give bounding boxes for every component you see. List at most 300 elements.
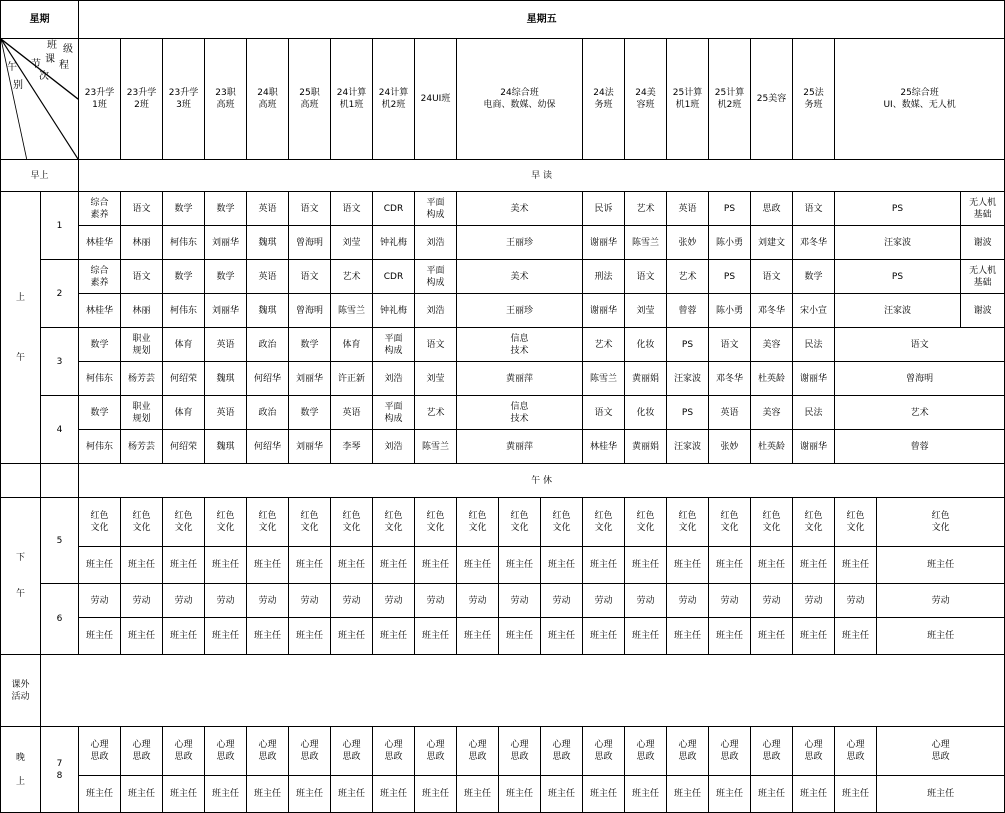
class-header: 24计算 机2班	[373, 39, 415, 160]
subject-cell: 劳动	[247, 584, 289, 618]
class-header: 25综合班 UI、数媒、无人机	[835, 39, 1005, 160]
teacher-cell: 谢波	[961, 226, 1005, 260]
period-4-teacher-row	[1, 430, 1005, 464]
teacher-cell: 班主任	[625, 547, 667, 584]
subject-cell: 劳动	[457, 584, 499, 618]
subject-cell: 职业 规划	[121, 328, 163, 362]
teacher-cell: 班主任	[289, 776, 331, 813]
teacher-cell: 黄丽娟	[625, 430, 667, 464]
teacher-cell: 曾蓉	[667, 294, 709, 328]
teacher-cell: 柯伟东	[163, 294, 205, 328]
teacher-cell: 刘浩	[415, 294, 457, 328]
subject-cell: 劳动	[499, 584, 541, 618]
teacher-cell: 杜英龄	[751, 430, 793, 464]
period-5-subject-row	[1, 498, 1005, 547]
teacher-cell: 谢波	[961, 294, 1005, 328]
subject-cell: 心理 思政	[247, 727, 289, 776]
subject-cell: 劳动	[205, 584, 247, 618]
teacher-cell: 班主任	[877, 547, 1005, 584]
teacher-cell: 班主任	[541, 618, 583, 655]
teacher-cell: 班主任	[79, 547, 121, 584]
subject-cell: 英语	[667, 192, 709, 226]
teacher-cell: 班主任	[79, 776, 121, 813]
period-3-teacher-row	[1, 362, 1005, 396]
teacher-cell: 班主任	[877, 618, 1005, 655]
teacher-cell: 黄丽萍	[457, 362, 583, 396]
teacher-cell: 杨芳芸	[121, 362, 163, 396]
teacher-cell: 刘浩	[373, 430, 415, 464]
subject-cell: 红色 文化	[877, 498, 1005, 547]
teacher-cell: 班主任	[667, 618, 709, 655]
subject-cell: 红色 文化	[793, 498, 835, 547]
subject-cell: 劳动	[709, 584, 751, 618]
teacher-cell: 李琴	[331, 430, 373, 464]
subject-cell: PS	[835, 192, 961, 226]
teacher-cell: 班主任	[331, 618, 373, 655]
subject-cell: 美容	[751, 396, 793, 430]
subject-cell: 体育	[163, 328, 205, 362]
subject-cell: 心理 思政	[205, 727, 247, 776]
eve-label-1: 晚	[15, 752, 25, 763]
teacher-cell: 陈小勇	[709, 294, 751, 328]
teacher-cell: 班主任	[205, 776, 247, 813]
period-number: 6	[41, 584, 79, 655]
subject-cell: 艺术	[835, 396, 1005, 430]
period-number: 3	[41, 328, 79, 396]
teacher-cell: 班主任	[667, 547, 709, 584]
subject-cell: 劳动	[625, 584, 667, 618]
teacher-cell: 钟礼梅	[373, 294, 415, 328]
teacher-cell: 钟礼梅	[373, 226, 415, 260]
corner-ke: 课	[45, 54, 55, 65]
noon-empty-cell	[41, 464, 79, 498]
class-header: 25法 务班	[793, 39, 835, 160]
subject-cell: 语文	[289, 192, 331, 226]
subject-cell: 政治	[247, 396, 289, 430]
subject-cell: 红色 文化	[373, 498, 415, 547]
period-6-teacher-row	[1, 618, 1005, 655]
teacher-cell: 柯伟东	[79, 362, 121, 396]
teacher-cell: 谢丽华	[793, 430, 835, 464]
subject-cell: 红色 文化	[709, 498, 751, 547]
subject-cell: 劳动	[667, 584, 709, 618]
subject-cell: 平面 构成	[415, 192, 457, 226]
subject-cell: 红色 文化	[499, 498, 541, 547]
period-4-subject-row	[1, 396, 1005, 430]
teacher-cell: 班主任	[373, 776, 415, 813]
teacher-cell: 班主任	[541, 776, 583, 813]
teacher-cell: 谢丽华	[583, 226, 625, 260]
teacher-cell: 班主任	[457, 776, 499, 813]
subject-cell: 语文	[751, 260, 793, 294]
period-6-subject-row	[1, 584, 1005, 618]
teacher-cell: 刘丽华	[205, 226, 247, 260]
teacher-cell: 曾海明	[289, 226, 331, 260]
corner-ban: 班	[47, 40, 57, 51]
teacher-cell: 班主任	[457, 547, 499, 584]
teacher-cell: 谢丽华	[793, 362, 835, 396]
subject-cell: 红色 文化	[415, 498, 457, 547]
teacher-cell: 王丽珍	[457, 226, 583, 260]
teacher-cell: 邓冬华	[751, 294, 793, 328]
subject-cell: 红色 文化	[625, 498, 667, 547]
period-number: 2	[41, 260, 79, 328]
subject-cell: 美术	[457, 260, 583, 294]
teacher-cell: 刘丽华	[289, 430, 331, 464]
subject-cell: CDR	[373, 192, 415, 226]
subject-cell: 数学	[163, 260, 205, 294]
corner-ji: 级	[63, 44, 73, 55]
teacher-cell: 班主任	[499, 776, 541, 813]
subject-cell: 数学	[205, 260, 247, 294]
subject-cell: 艺术	[331, 260, 373, 294]
teacher-cell: 刘丽华	[205, 294, 247, 328]
teacher-cell: 谢丽华	[583, 294, 625, 328]
class-header: 25计算 机2班	[709, 39, 751, 160]
subject-cell: 心理 思政	[751, 727, 793, 776]
subject-cell: 英语	[205, 396, 247, 430]
subject-cell: 红色 文化	[331, 498, 373, 547]
subject-cell: 美容	[751, 328, 793, 362]
period-78-teacher-row	[1, 776, 1005, 813]
teacher-cell: 刘丽华	[289, 362, 331, 396]
subject-cell: 语文	[583, 396, 625, 430]
teacher-cell: 班主任	[499, 547, 541, 584]
teacher-cell: 班主任	[541, 547, 583, 584]
class-header: 25职 高班	[289, 39, 331, 160]
pm-label	[1, 498, 41, 655]
class-header: 23升学 3班	[163, 39, 205, 160]
subject-cell: 劳动	[79, 584, 121, 618]
subject-cell: 心理 思政	[667, 727, 709, 776]
subject-cell: 红色 文化	[163, 498, 205, 547]
class-header: 24职 高班	[247, 39, 289, 160]
teacher-cell: 班主任	[709, 547, 751, 584]
teacher-cell: 班主任	[583, 618, 625, 655]
teacher-cell: 班主任	[247, 776, 289, 813]
period-2-teacher-row	[1, 294, 1005, 328]
subject-cell: 心理 思政	[499, 727, 541, 776]
teacher-cell: 班主任	[793, 776, 835, 813]
teacher-cell: 刘莹	[331, 226, 373, 260]
teacher-cell: 班主任	[835, 776, 877, 813]
teacher-cell: 陈雪兰	[583, 362, 625, 396]
teacher-cell: 班主任	[373, 547, 415, 584]
teacher-cell: 班主任	[793, 547, 835, 584]
subject-cell: 美术	[457, 192, 583, 226]
subject-cell: 红色 文化	[457, 498, 499, 547]
period-number: 7 8	[41, 727, 79, 813]
subject-cell: 语文	[625, 260, 667, 294]
subject-cell: 数学	[205, 192, 247, 226]
teacher-cell: 刘建文	[751, 226, 793, 260]
subject-cell: 无人机 基础	[961, 260, 1005, 294]
subject-cell: 红色 文化	[121, 498, 163, 547]
teacher-cell: 班主任	[751, 618, 793, 655]
teacher-cell: 班主任	[415, 776, 457, 813]
subject-cell: 语文	[331, 192, 373, 226]
teacher-cell: 班主任	[163, 547, 205, 584]
teacher-cell: 邓冬华	[709, 362, 751, 396]
subject-cell: PS	[835, 260, 961, 294]
am-label-1: 上	[15, 292, 25, 303]
subject-cell: 数学	[79, 396, 121, 430]
teacher-cell: 刘莹	[625, 294, 667, 328]
teacher-cell: 曾蓉	[835, 430, 1005, 464]
teacher-cell: 班主任	[121, 618, 163, 655]
subject-cell: 心理 思政	[415, 727, 457, 776]
subject-cell: 心理 思政	[835, 727, 877, 776]
teacher-cell: 班主任	[373, 618, 415, 655]
teacher-cell: 班主任	[205, 618, 247, 655]
teacher-cell: 许正新	[331, 362, 373, 396]
subject-cell: 红色 文化	[751, 498, 793, 547]
teacher-cell: 班主任	[331, 776, 373, 813]
subject-cell: 政治	[247, 328, 289, 362]
subject-cell: 心理 思政	[457, 727, 499, 776]
teacher-cell: 何绍华	[247, 362, 289, 396]
subject-cell: PS	[709, 260, 751, 294]
subject-cell: 红色 文化	[79, 498, 121, 547]
subject-cell: 语文	[121, 260, 163, 294]
subject-cell: 英语	[709, 396, 751, 430]
morning-activity: 早 读	[79, 160, 1005, 192]
subject-cell: 心理 思政	[373, 727, 415, 776]
period-number: 5	[41, 498, 79, 584]
teacher-cell: 刘浩	[373, 362, 415, 396]
teacher-cell: 魏琪	[247, 294, 289, 328]
subject-cell: 语文	[289, 260, 331, 294]
subject-cell: 艺术	[625, 192, 667, 226]
teacher-cell: 陈雪兰	[415, 430, 457, 464]
class-header: 23职 高班	[205, 39, 247, 160]
subject-cell: 语文	[793, 192, 835, 226]
subject-cell: 劳动	[331, 584, 373, 618]
extra-activity-empty	[41, 655, 1005, 727]
period-5-teacher-row	[1, 547, 1005, 584]
teacher-cell: 班主任	[415, 618, 457, 655]
subject-cell: 红色 文化	[289, 498, 331, 547]
teacher-cell: 班主任	[667, 776, 709, 813]
subject-cell: 职业 规划	[121, 396, 163, 430]
teacher-cell: 刘浩	[415, 226, 457, 260]
extra-activity-label: 课外 活动	[1, 655, 41, 727]
subject-cell: 心理 思政	[121, 727, 163, 776]
subject-cell: PS	[709, 192, 751, 226]
teacher-cell: 陈雪兰	[625, 226, 667, 260]
teacher-cell: 班主任	[835, 618, 877, 655]
subject-cell: 化妆	[625, 396, 667, 430]
subject-cell: 体育	[331, 328, 373, 362]
subject-cell: 艺术	[667, 260, 709, 294]
teacher-cell: 魏琪	[205, 362, 247, 396]
corner-wu: 午	[7, 62, 17, 73]
class-header-row	[1, 39, 1005, 160]
subject-cell: 数学	[79, 328, 121, 362]
teacher-cell: 班主任	[793, 618, 835, 655]
subject-cell: 语文	[121, 192, 163, 226]
teacher-cell: 汪家波	[667, 430, 709, 464]
subject-cell: 心理 思政	[625, 727, 667, 776]
subject-cell: 语文	[415, 328, 457, 362]
subject-cell: 劳动	[415, 584, 457, 618]
subject-cell: 民诉	[583, 192, 625, 226]
teacher-cell: 张妙	[709, 430, 751, 464]
teacher-cell: 班主任	[289, 618, 331, 655]
subject-cell: 数学	[289, 396, 331, 430]
teacher-cell: 陈小勇	[709, 226, 751, 260]
subject-cell: 心理 思政	[331, 727, 373, 776]
am-label	[1, 192, 41, 464]
teacher-cell: 林桂华	[79, 226, 121, 260]
subject-cell: 心理 思政	[709, 727, 751, 776]
teacher-cell: 班主任	[583, 547, 625, 584]
subject-cell: 红色 文化	[583, 498, 625, 547]
class-header: 24美 容班	[625, 39, 667, 160]
teacher-cell: 曾海明	[835, 362, 1005, 396]
subject-cell: 艺术	[415, 396, 457, 430]
teacher-cell: 曾海明	[289, 294, 331, 328]
subject-cell: 艺术	[583, 328, 625, 362]
teacher-cell: 班主任	[457, 618, 499, 655]
teacher-cell: 班主任	[625, 618, 667, 655]
corner-ci: 次	[39, 71, 49, 82]
subject-cell: 化妆	[625, 328, 667, 362]
teacher-cell: 汪家波	[667, 362, 709, 396]
subject-cell: 综合 素养	[79, 192, 121, 226]
teacher-cell: 班主任	[415, 547, 457, 584]
corner-cheng: 程	[59, 60, 69, 71]
class-header: 24综合班 电商、数媒、幼保	[457, 39, 583, 160]
teacher-cell: 班主任	[163, 618, 205, 655]
teacher-cell: 何绍华	[247, 430, 289, 464]
subject-cell: 体育	[163, 396, 205, 430]
teacher-cell: 林桂华	[79, 294, 121, 328]
weekday-value: 星期五	[79, 1, 1005, 39]
teacher-cell: 何绍荣	[163, 362, 205, 396]
pm-label-1: 下	[15, 553, 25, 563]
subject-cell: 信息 技术	[457, 396, 583, 430]
period-78-subject-row	[1, 727, 1005, 776]
teacher-cell: 邓冬华	[793, 226, 835, 260]
teacher-cell: 刘莹	[415, 362, 457, 396]
subject-cell: 红色 文化	[541, 498, 583, 547]
subject-cell: 心理 思政	[877, 727, 1005, 776]
subject-cell: 信息 技术	[457, 328, 583, 362]
subject-cell: 平面 构成	[373, 328, 415, 362]
subject-cell: 平面 构成	[373, 396, 415, 430]
period-number: 1	[41, 192, 79, 260]
subject-cell: 劳动	[751, 584, 793, 618]
subject-cell: 红色 文化	[835, 498, 877, 547]
teacher-cell: 汪家波	[835, 294, 961, 328]
class-header: 24计算 机1班	[331, 39, 373, 160]
eve-label-2: 上	[15, 776, 25, 787]
class-header: 25美容	[751, 39, 793, 160]
subject-cell: 红色 文化	[205, 498, 247, 547]
subject-cell: 英语	[205, 328, 247, 362]
class-header: 23升学 1班	[79, 39, 121, 160]
period-2-subject-row	[1, 260, 1005, 294]
subject-cell: 心理 思政	[79, 727, 121, 776]
teacher-cell: 班主任	[751, 547, 793, 584]
subject-cell: 劳动	[289, 584, 331, 618]
teacher-cell: 林丽	[121, 294, 163, 328]
teacher-cell: 班主任	[289, 547, 331, 584]
noon-activity: 午 休	[79, 464, 1005, 498]
class-header: 25计算 机1班	[667, 39, 709, 160]
subject-cell: 红色 文化	[667, 498, 709, 547]
corner-diagonal-lines	[1, 39, 78, 159]
teacher-cell: 林丽	[121, 226, 163, 260]
teacher-cell: 班主任	[583, 776, 625, 813]
class-header: 24UI班	[415, 39, 457, 160]
teacher-cell: 柯伟东	[79, 430, 121, 464]
teacher-cell: 汪家波	[835, 226, 961, 260]
period-number: 4	[41, 396, 79, 464]
subject-cell: 心理 思政	[541, 727, 583, 776]
teacher-cell: 黄丽娟	[625, 362, 667, 396]
teacher-cell: 班主任	[751, 776, 793, 813]
teacher-cell: 黄丽萍	[457, 430, 583, 464]
teacher-cell: 班主任	[625, 776, 667, 813]
subject-cell: 数学	[289, 328, 331, 362]
subject-cell: PS	[667, 328, 709, 362]
teacher-cell: 魏琪	[205, 430, 247, 464]
subject-cell: 英语	[247, 192, 289, 226]
subject-cell: 数学	[163, 192, 205, 226]
morning-label: 早上	[1, 160, 79, 192]
teacher-cell: 班主任	[709, 776, 751, 813]
teacher-cell: 班主任	[121, 776, 163, 813]
corner-bie: 别	[13, 80, 23, 91]
corner-cell	[1, 39, 79, 160]
period-1-subject-row	[1, 192, 1005, 226]
weekday-label: 星期	[1, 1, 79, 39]
corner-jie: 节	[31, 59, 41, 70]
subject-cell: 劳动	[583, 584, 625, 618]
teacher-cell: 柯伟东	[163, 226, 205, 260]
subject-cell: 综合 素养	[79, 260, 121, 294]
teacher-cell: 张妙	[667, 226, 709, 260]
subject-cell: 劳动	[163, 584, 205, 618]
teacher-cell: 何绍荣	[163, 430, 205, 464]
pm-label-2: 午	[15, 589, 25, 599]
teacher-cell: 班主任	[499, 618, 541, 655]
class-header: 23升学 2班	[121, 39, 163, 160]
subject-cell: 心理 思政	[163, 727, 205, 776]
teacher-cell: 班主任	[121, 547, 163, 584]
teacher-cell: 班主任	[163, 776, 205, 813]
subject-cell: 劳动	[835, 584, 877, 618]
subject-cell: 英语	[247, 260, 289, 294]
eve-label	[1, 727, 41, 813]
subject-cell: 劳动	[541, 584, 583, 618]
subject-cell: 民法	[793, 328, 835, 362]
teacher-cell: 杨芳芸	[121, 430, 163, 464]
noon-empty-cell	[1, 464, 41, 498]
teacher-cell: 林桂华	[583, 430, 625, 464]
period-3-subject-row	[1, 328, 1005, 362]
subject-cell: 数学	[793, 260, 835, 294]
teacher-cell: 王丽珍	[457, 294, 583, 328]
subject-cell: 心理 思政	[793, 727, 835, 776]
subject-cell: 红色 文化	[247, 498, 289, 547]
teacher-cell: 宋小宣	[793, 294, 835, 328]
subject-cell: 语文	[835, 328, 1005, 362]
subject-cell: 心理 思政	[583, 727, 625, 776]
teacher-cell: 班主任	[877, 776, 1005, 813]
